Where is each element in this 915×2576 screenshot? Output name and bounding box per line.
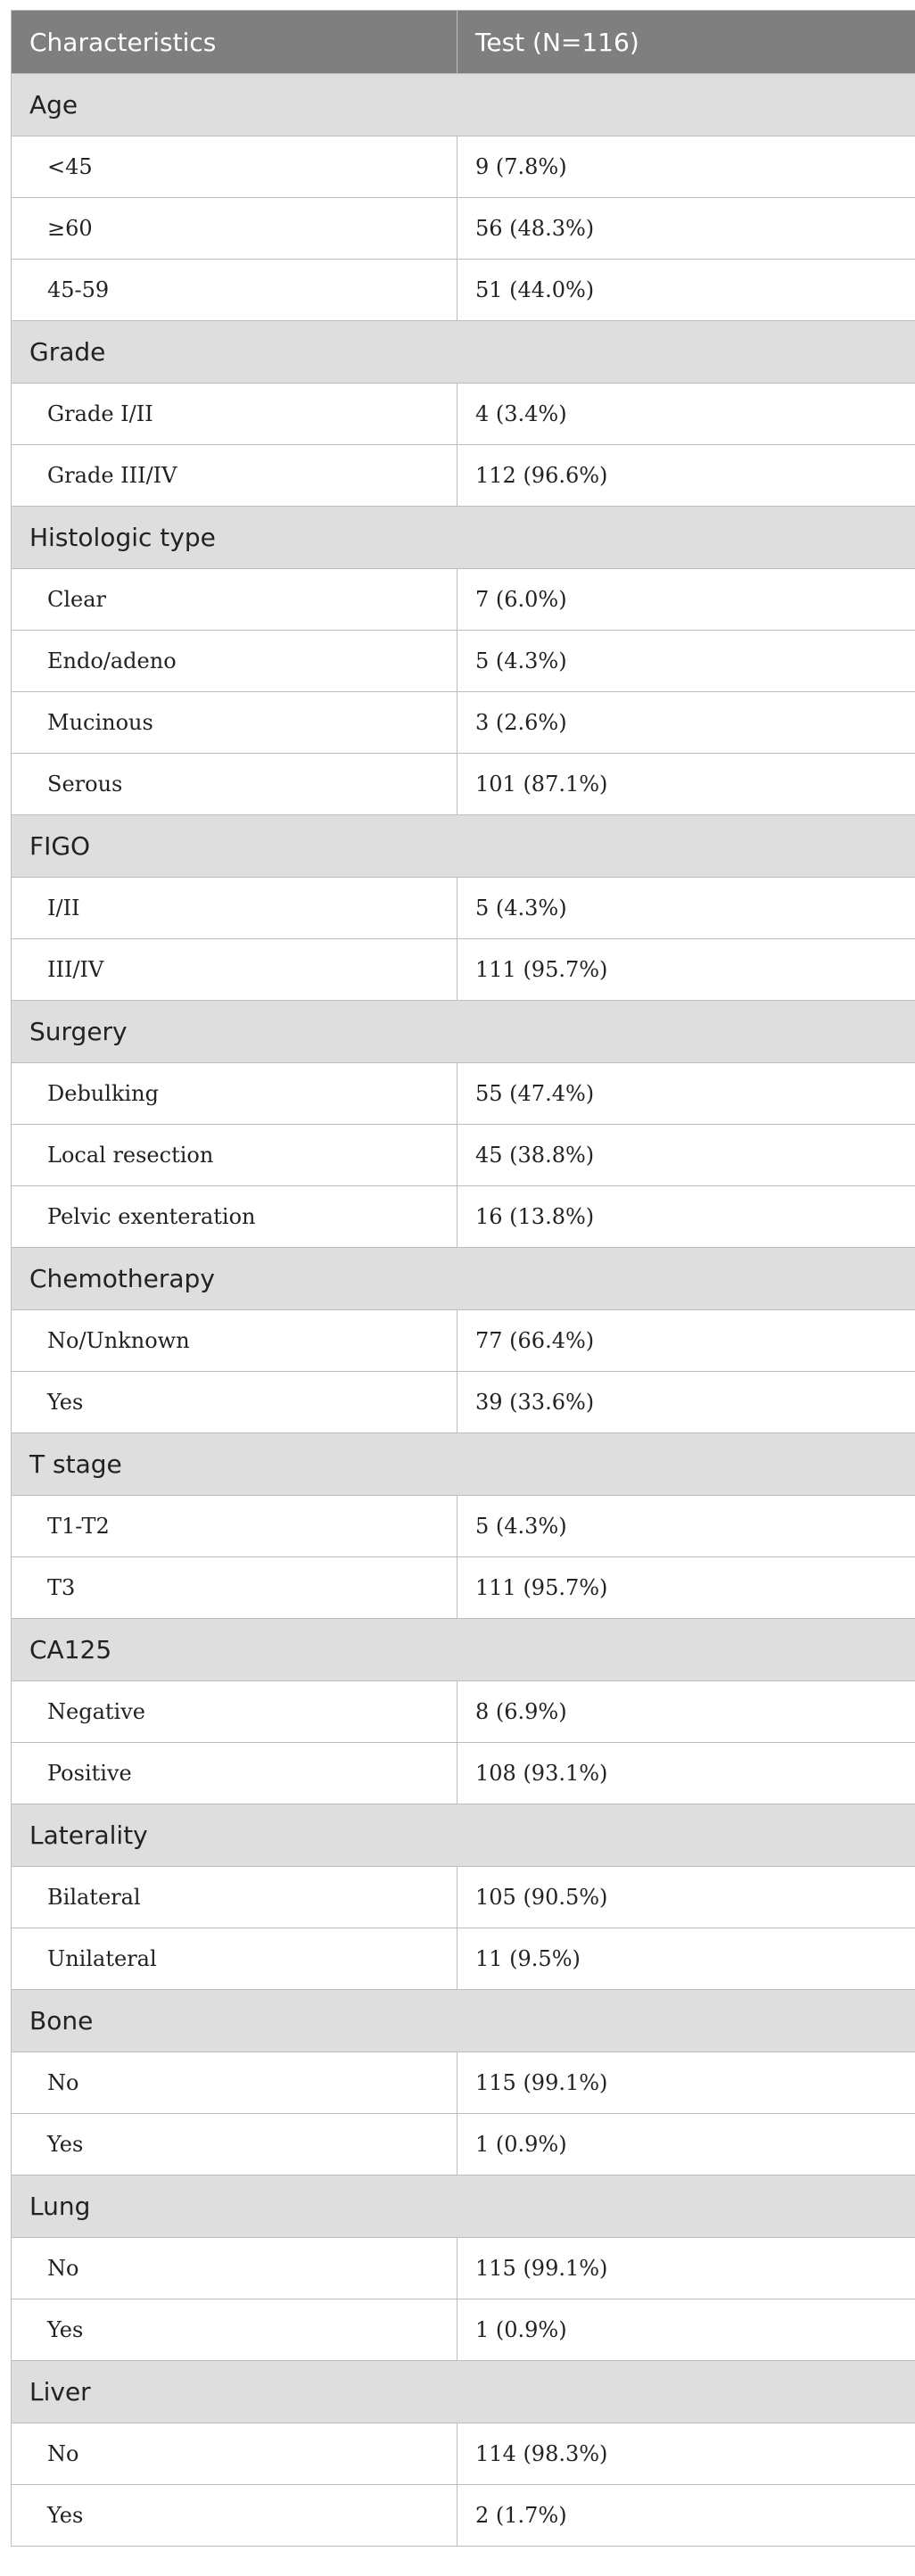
row-label: Local resection <box>12 1125 458 1186</box>
characteristics-table <box>11 10 915 2547</box>
group-title: Grade <box>12 321 915 384</box>
row-label: I/II <box>12 878 458 939</box>
row-value: 55 (47.4%) <box>458 1063 915 1125</box>
row-label: Yes <box>12 2114 458 2176</box>
row-value: 7 (6.0%) <box>458 569 915 631</box>
row-label: <45 <box>12 136 458 198</box>
row-value: 111 (95.7%) <box>458 1557 915 1619</box>
table-row <box>12 692 915 754</box>
row-value: 101 (87.1%) <box>458 754 915 815</box>
table-row <box>12 1557 915 1619</box>
row-label: Grade III/IV <box>12 445 458 507</box>
table-row <box>12 2238 915 2299</box>
group-title: T stage <box>12 1433 915 1496</box>
row-label: Yes <box>12 2485 458 2547</box>
row-label: No <box>12 2052 458 2114</box>
row-value: 5 (4.3%) <box>458 631 915 692</box>
row-value: 1 (0.9%) <box>458 2299 915 2361</box>
row-label: Debulking <box>12 1063 458 1125</box>
table-row <box>12 2423 915 2485</box>
row-value: 3 (2.6%) <box>458 692 915 754</box>
table-row <box>12 1867 915 1928</box>
row-label: No <box>12 2423 458 2485</box>
group-row-lung <box>12 2176 915 2238</box>
row-value: 108 (93.1%) <box>458 1743 915 1804</box>
group-row-t-stage <box>12 1433 915 1496</box>
row-value: 8 (6.9%) <box>458 1681 915 1743</box>
table-row <box>12 1125 915 1186</box>
group-title: Lung <box>12 2176 915 2238</box>
group-title: FIGO <box>12 815 915 878</box>
row-value: 56 (48.3%) <box>458 198 915 260</box>
table-row <box>12 384 915 445</box>
row-value: 51 (44.0%) <box>458 260 915 321</box>
row-value: 1 (0.9%) <box>458 2114 915 2176</box>
table-row <box>12 939 915 1001</box>
table-row <box>12 1928 915 1990</box>
group-title: Chemotherapy <box>12 1248 915 1310</box>
table-row <box>12 1681 915 1743</box>
group-row-figo <box>12 815 915 878</box>
table-row <box>12 631 915 692</box>
row-label: Yes <box>12 2299 458 2361</box>
table-row <box>12 2114 915 2176</box>
row-value: 16 (13.8%) <box>458 1186 915 1248</box>
table-row <box>12 2052 915 2114</box>
row-value: 5 (4.3%) <box>458 878 915 939</box>
row-value: 77 (66.4%) <box>458 1310 915 1372</box>
row-label: No <box>12 2238 458 2299</box>
row-label: Negative <box>12 1681 458 1743</box>
table-body <box>12 74 915 2547</box>
table-row <box>12 1310 915 1372</box>
group-row-chemotherapy <box>12 1248 915 1310</box>
row-label: Mucinous <box>12 692 458 754</box>
group-title: Liver <box>12 2361 915 2423</box>
table-row <box>12 878 915 939</box>
row-label: No/Unknown <box>12 1310 458 1372</box>
group-title: Bone <box>12 1990 915 2052</box>
row-label: Unilateral <box>12 1928 458 1990</box>
row-value: 39 (33.6%) <box>458 1372 915 1433</box>
table-row <box>12 1063 915 1125</box>
group-row-age <box>12 74 915 136</box>
row-value: 111 (95.7%) <box>458 939 915 1001</box>
table-header <box>12 11 915 74</box>
table-row <box>12 1372 915 1433</box>
table-row <box>12 1186 915 1248</box>
row-value: 9 (7.8%) <box>458 136 915 198</box>
header-test: Test (N=116) <box>458 11 915 74</box>
table-row <box>12 1743 915 1804</box>
header-characteristics: Characteristics <box>12 11 458 74</box>
table-row <box>12 260 915 321</box>
group-title: Laterality <box>12 1804 915 1867</box>
row-value: 11 (9.5%) <box>458 1928 915 1990</box>
row-label: Bilateral <box>12 1867 458 1928</box>
table-row <box>12 1496 915 1557</box>
row-value: 105 (90.5%) <box>458 1867 915 1928</box>
row-label: Yes <box>12 1372 458 1433</box>
table-row <box>12 569 915 631</box>
row-value: 2 (1.7%) <box>458 2485 915 2547</box>
group-row-bone <box>12 1990 915 2052</box>
group-title: Histologic type <box>12 507 915 569</box>
row-label: Clear <box>12 569 458 631</box>
row-label: ≥60 <box>12 198 458 260</box>
row-label: T3 <box>12 1557 458 1619</box>
table-row <box>12 198 915 260</box>
row-label: III/IV <box>12 939 458 1001</box>
row-value: 4 (3.4%) <box>458 384 915 445</box>
row-label: 45-59 <box>12 260 458 321</box>
row-value: 114 (98.3%) <box>458 2423 915 2485</box>
group-title: Surgery <box>12 1001 915 1063</box>
row-value: 5 (4.3%) <box>458 1496 915 1557</box>
table-row <box>12 2299 915 2361</box>
group-row-histologic-type <box>12 507 915 569</box>
row-value: 45 (38.8%) <box>458 1125 915 1186</box>
table-row <box>12 445 915 507</box>
table-row <box>12 754 915 815</box>
header-row <box>12 11 915 74</box>
table-row <box>12 2485 915 2547</box>
row-label: Serous <box>12 754 458 815</box>
group-title: CA125 <box>12 1619 915 1681</box>
group-row-surgery <box>12 1001 915 1063</box>
row-label: Grade I/II <box>12 384 458 445</box>
group-row-ca125 <box>12 1619 915 1681</box>
row-value: 115 (99.1%) <box>458 2052 915 2114</box>
row-label: T1-T2 <box>12 1496 458 1557</box>
row-label: Endo/adeno <box>12 631 458 692</box>
group-row-grade <box>12 321 915 384</box>
row-label: Pelvic exenteration <box>12 1186 458 1248</box>
characteristics-table-container <box>11 10 915 2547</box>
group-title: Age <box>12 74 915 136</box>
group-row-laterality <box>12 1804 915 1867</box>
table-row <box>12 136 915 198</box>
row-value: 112 (96.6%) <box>458 445 915 507</box>
row-value: 115 (99.1%) <box>458 2238 915 2299</box>
row-label: Positive <box>12 1743 458 1804</box>
group-row-liver <box>12 2361 915 2423</box>
